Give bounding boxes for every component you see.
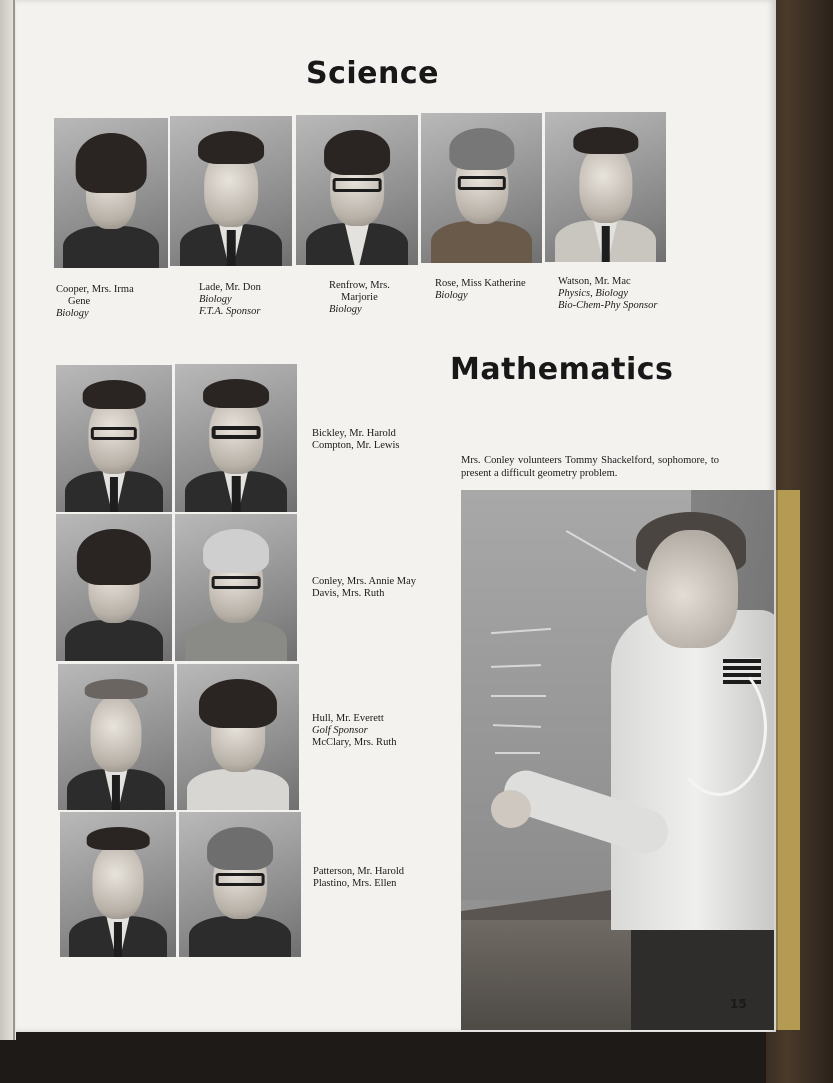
shoulder-cord xyxy=(671,660,767,796)
portrait-mcclary xyxy=(177,664,299,810)
caption-math-row-3: Hull, Mr. Everett Golf Sponsor McClary, Mrs. Ruth xyxy=(312,713,397,748)
portrait-plastino xyxy=(179,812,301,957)
caption-renfrow: Renfrow, Mrs. Marjorie Biology xyxy=(329,280,390,315)
mathematics-heading: Mathematics xyxy=(450,352,674,387)
student-head xyxy=(646,530,738,648)
portrait-davis xyxy=(175,514,297,661)
portrait-renfrow xyxy=(296,115,418,265)
caption-math-row-2: Conley, Mrs. Annie May Davis, Mrs. Ruth xyxy=(312,576,417,599)
portrait-hull xyxy=(58,664,174,810)
caption-watson: Watson, Mr. Mac Physics, Biology Bio-Chem-Phy Sponsor xyxy=(558,276,658,311)
portrait-conley xyxy=(56,514,172,661)
scan-background xyxy=(0,1030,833,1083)
portrait-compton xyxy=(175,364,297,512)
caption-math-row-1: Bickley, Mr. Harold Compton, Mr. Lewis xyxy=(312,428,400,451)
portrait-rose xyxy=(421,113,542,263)
portrait-cooper xyxy=(54,118,168,268)
student-hand xyxy=(491,790,531,828)
portrait-lade xyxy=(170,116,292,266)
portrait-watson xyxy=(545,112,666,262)
caption-cooper: Cooper, Mrs. Irma Gene Biology xyxy=(56,284,134,319)
portrait-bickley xyxy=(56,365,172,512)
caption-lade: Lade, Mr. Don Biology F.T.A. Sponsor xyxy=(199,282,261,317)
science-heading: Science xyxy=(306,56,440,91)
classroom-photo xyxy=(461,490,774,1030)
portrait-patterson xyxy=(60,812,176,957)
caption-rose: Rose, Miss Katherine Biology xyxy=(435,278,526,301)
photo-caption: Mrs. Conley volunteers Tommy Shackelford, sophomore, to present a difficult geometry problem. xyxy=(461,455,719,479)
binding-fold xyxy=(13,0,15,1040)
caption-math-row-4: Patterson, Mr. Harold Plastino, Mrs. Ellen xyxy=(313,866,404,889)
gold-page-edge xyxy=(776,490,800,1030)
page-number: 15 xyxy=(730,997,747,1011)
